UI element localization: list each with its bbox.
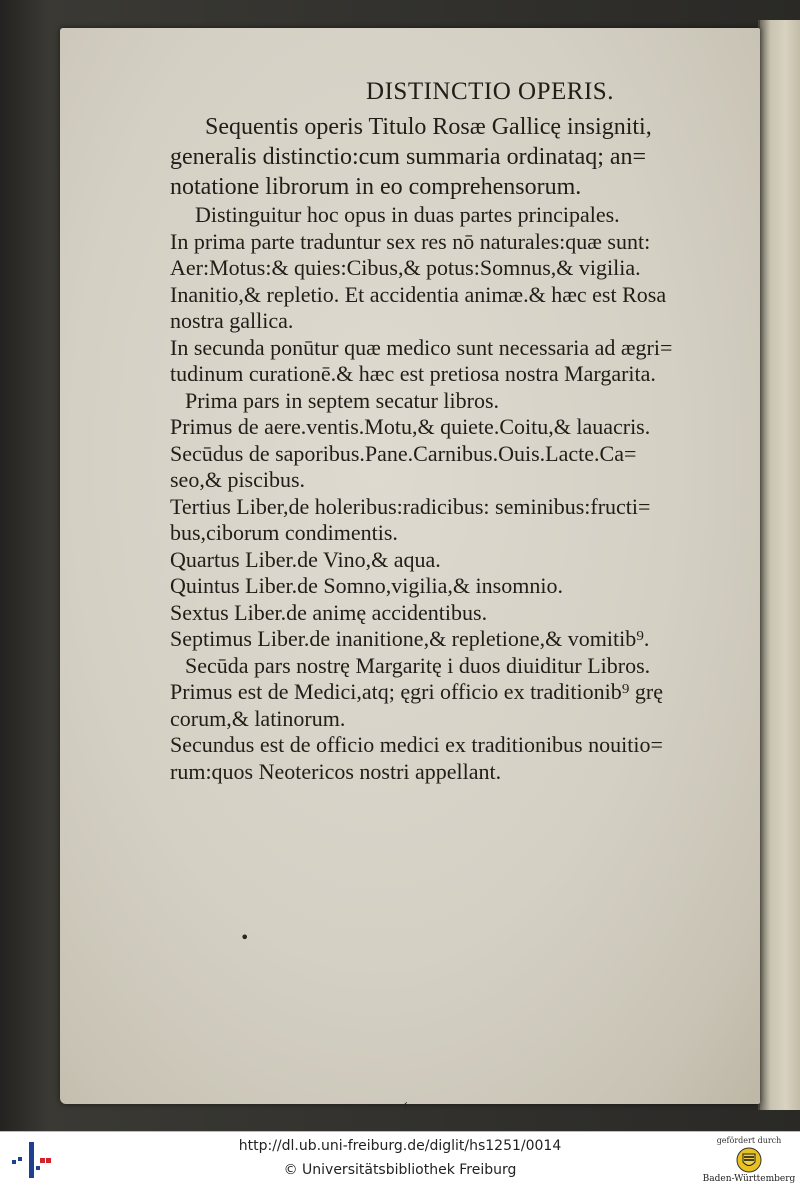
text-line: corum,& latinorum. — [170, 705, 346, 731]
text-line: Distinguitur hoc opus in duas partes principales. — [195, 202, 620, 227]
text-line: Sextus Liber.de animę accidentibus. — [170, 599, 488, 625]
text-line: tudinum curationē.& hæc est pretiosa nostra Margarita. — [170, 361, 656, 386]
text-line: Quintus Liber.de Somno,vigilia,& insomnio. — [170, 573, 563, 598]
text-line: seo,& piscibus. — [170, 467, 306, 492]
text-line: generalis distinctio:cum summaria ordinataq; an= — [170, 144, 647, 170]
text-line: Aer:Motus:& quies:Cibus,& potus:Somnus,& vigilia. — [170, 255, 641, 280]
text-line: nostra gallica. — [170, 308, 294, 333]
text-line: notatione librorum in eo comprehensorum. — [170, 174, 582, 200]
text-line: Secūda pars nostrę Margaritę i duos diuiditur Libros. — [185, 652, 651, 678]
text-line: In secunda ponūtur quæ medico sunt necessaria ad ægri= — [170, 334, 673, 360]
text-line: Inanitio,& repletio. Et accidentia animæ.& hæc est Rosa — [170, 281, 667, 307]
text-line: rum:quos Neotericos nostri appellant. — [170, 758, 502, 784]
viewer-footer — [0, 1131, 800, 1189]
ink-dot-mark: ‹ — [402, 1095, 409, 1114]
text-line: Sequentis operis Titulo Rosæ Gallicę insigniti, — [205, 114, 652, 140]
text-line: Quartus Liber.de Vino,& aqua. — [170, 546, 441, 572]
adjacent-page-edge — [758, 20, 800, 1110]
text-line: Secūdus de saporibus.Pane.Carnibus.Ouis.Lacte.Ca= — [170, 440, 637, 466]
page-text-block — [170, 78, 750, 785]
ink-dot-mark: • — [240, 928, 250, 947]
sponsor-label: gefördert durch — [716, 1136, 782, 1145]
sponsor-name: Baden-Württemberg — [702, 1174, 796, 1184]
permalink-url[interactable]: http://dl.ub.uni-freiburg.de/diglit/hs1251/0014 — [238, 1138, 562, 1154]
manuscript-page — [60, 28, 760, 1114]
text-line: Secundus est de officio medici ex traditionibus nouitio= — [170, 732, 663, 757]
text-line: Primus est de Medici,atq; ęgri officio ex traditionib⁹ grę — [170, 679, 663, 704]
text-line: Septimus Liber.de inanitione,& repletione,& vomitib⁹. — [170, 626, 650, 651]
text-line: Primus de aere.ventis.Motu,& quiete.Coitu,& lauacris. — [170, 414, 651, 439]
text-line: Tertius Liber,de holeribus:radicibus: seminibus:fructi= — [170, 493, 651, 519]
text-line: bus,ciborum condimentis. — [170, 520, 398, 545]
copyright-notice: © Universitätsbibliothek Freiburg — [283, 1162, 517, 1178]
text-line: Prima pars in septem secatur libros. — [185, 387, 500, 413]
page-heading: DISTINCTIO OPERIS. — [366, 78, 614, 105]
text-line: In prima parte traduntur sex res nō naturales:quæ sunt: — [170, 228, 651, 254]
coat-of-arms-icon — [736, 1147, 762, 1173]
sponsor-badge — [702, 1136, 796, 1186]
